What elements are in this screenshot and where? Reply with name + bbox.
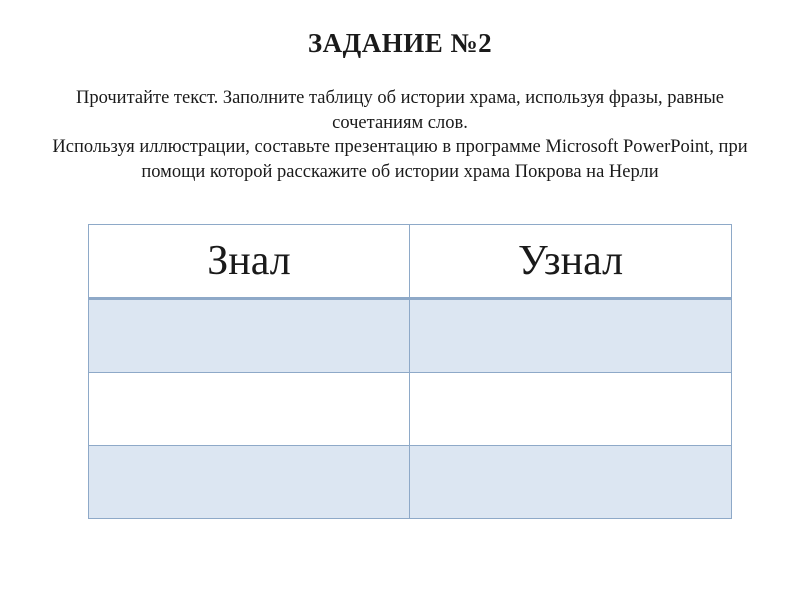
instructions: [40, 86, 760, 184]
instruction-text-1: Прочитайте текст. Заполните таблицу об истории храма, используя фразы, равные сочетаниям слов.: [75, 88, 724, 133]
header-knew: Знал: [89, 225, 410, 299]
table-row: [89, 299, 732, 373]
table-cell-learned[interactable]: [410, 299, 732, 373]
table-cell-knew[interactable]: [89, 373, 410, 446]
table-cell-learned[interactable]: [410, 373, 732, 446]
table-cell-knew[interactable]: [89, 446, 410, 519]
table-header-row: [89, 225, 732, 299]
instruction-text-2: Используя иллюстрации, составьте презентацию в программе Microsoft PowerPoint, при помощи которой расскажите об истории храма Покрова на Нерли: [52, 137, 748, 182]
page-title: ЗАДАНИЕ №2: [307, 28, 493, 58]
table-row: [89, 373, 732, 446]
table-cell-knew[interactable]: [89, 299, 410, 373]
know-learned-table: [88, 224, 732, 519]
table-cell-learned[interactable]: [410, 446, 732, 519]
header-learned: Узнал: [410, 225, 732, 299]
table-row: [89, 446, 732, 519]
